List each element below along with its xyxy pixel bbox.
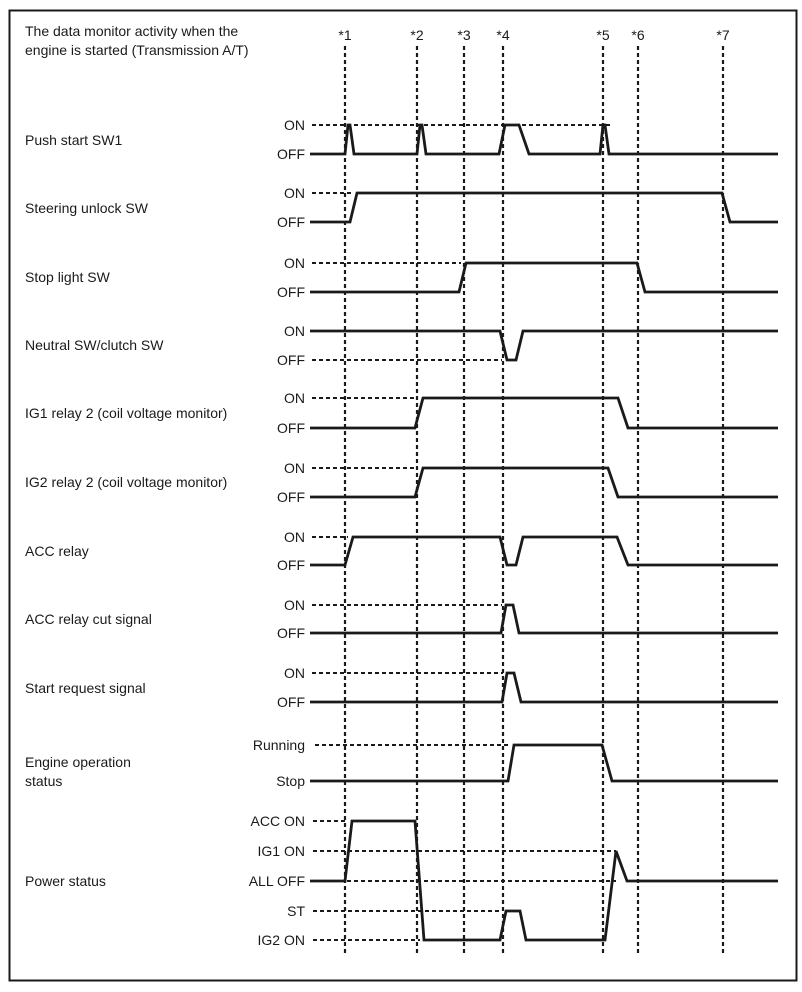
level-label-start-request-signal: OFF [277,694,305,710]
level-label-ig1-relay-2: OFF [277,420,305,436]
level-label-acc-relay: OFF [277,557,305,573]
level-label-acc-relay-cut-signal: ON [284,597,305,613]
level-label-neutral-sw-clutch-sw: OFF [277,352,305,368]
level-label-ig2-relay-2: OFF [277,489,305,505]
waveform-start-request-signal [310,673,778,702]
event-marker-label: *7 [716,27,730,43]
signal-label-stop-light-sw: Stop light SW [25,269,110,285]
signal-label-steering-unlock-sw: Steering unlock SW [25,200,148,216]
waveform-acc-relay [310,537,778,565]
waveform-push-start-sw1 [310,125,778,154]
signal-label-push-start-sw1: Push start SW1 [25,132,123,148]
waveform-stop-light-sw [310,263,778,292]
signal-label-engine-operation-status: status [25,773,63,789]
signal-label-ig2-relay-2: IG2 relay 2 (coil voltage monitor) [25,474,228,490]
level-label-engine-operation-status: Running [252,737,305,753]
signal-label-power-status: Power status [25,873,106,889]
event-marker-label: *2 [410,27,424,43]
signal-label-engine-operation-status: Engine operation [25,754,131,770]
signal-label-ig1-relay-2: IG1 relay 2 (coil voltage monitor) [25,405,228,421]
level-label-steering-unlock-sw: ON [284,185,305,201]
event-marker-label: *4 [496,27,510,43]
event-marker-label: *3 [457,27,471,43]
level-label-power-status: ALL OFF [248,873,305,889]
level-label-ig1-relay-2: ON [284,390,305,406]
level-label-power-status: IG2 ON [257,932,305,948]
waveform-ig2-relay-2 [310,468,778,497]
level-label-power-status: IG1 ON [257,843,305,859]
level-label-stop-light-sw: ON [284,255,305,271]
level-label-push-start-sw1: OFF [277,146,305,162]
waveform-engine-operation-status [310,745,778,781]
level-label-start-request-signal: ON [284,665,305,681]
waveform-neutral-sw-clutch-sw [310,331,778,360]
signal-label-acc-relay: ACC relay [25,543,89,559]
outer-border [10,11,797,981]
waveform-acc-relay-cut-signal [310,605,778,633]
waveform-ig1-relay-2 [310,398,778,428]
signal-label-neutral-sw-clutch-sw: Neutral SW/clutch SW [25,337,164,353]
diagram-title-line1: The data monitor activity when the [25,23,239,39]
diagram-title-line2: engine is started (Transmission A/T) [25,41,249,58]
event-marker-label: *5 [596,27,610,43]
level-label-ig2-relay-2: ON [284,460,305,476]
level-label-engine-operation-status: Stop [276,773,305,789]
signal-label-acc-relay-cut-signal: ACC relay cut signal [25,611,152,627]
level-label-neutral-sw-clutch-sw: ON [284,323,305,339]
level-label-power-status: ST [287,903,305,919]
level-label-power-status: ACC ON [250,813,305,829]
level-label-acc-relay-cut-signal: OFF [277,625,305,641]
waveform-steering-unlock-sw [310,193,778,222]
level-label-acc-relay: ON [284,529,305,545]
event-marker-label: *6 [631,27,645,43]
level-label-stop-light-sw: OFF [277,284,305,300]
event-marker-label: *1 [338,27,352,43]
signal-label-start-request-signal: Start request signal [25,680,146,696]
level-label-steering-unlock-sw: OFF [277,214,305,230]
level-label-push-start-sw1: ON [284,117,305,133]
